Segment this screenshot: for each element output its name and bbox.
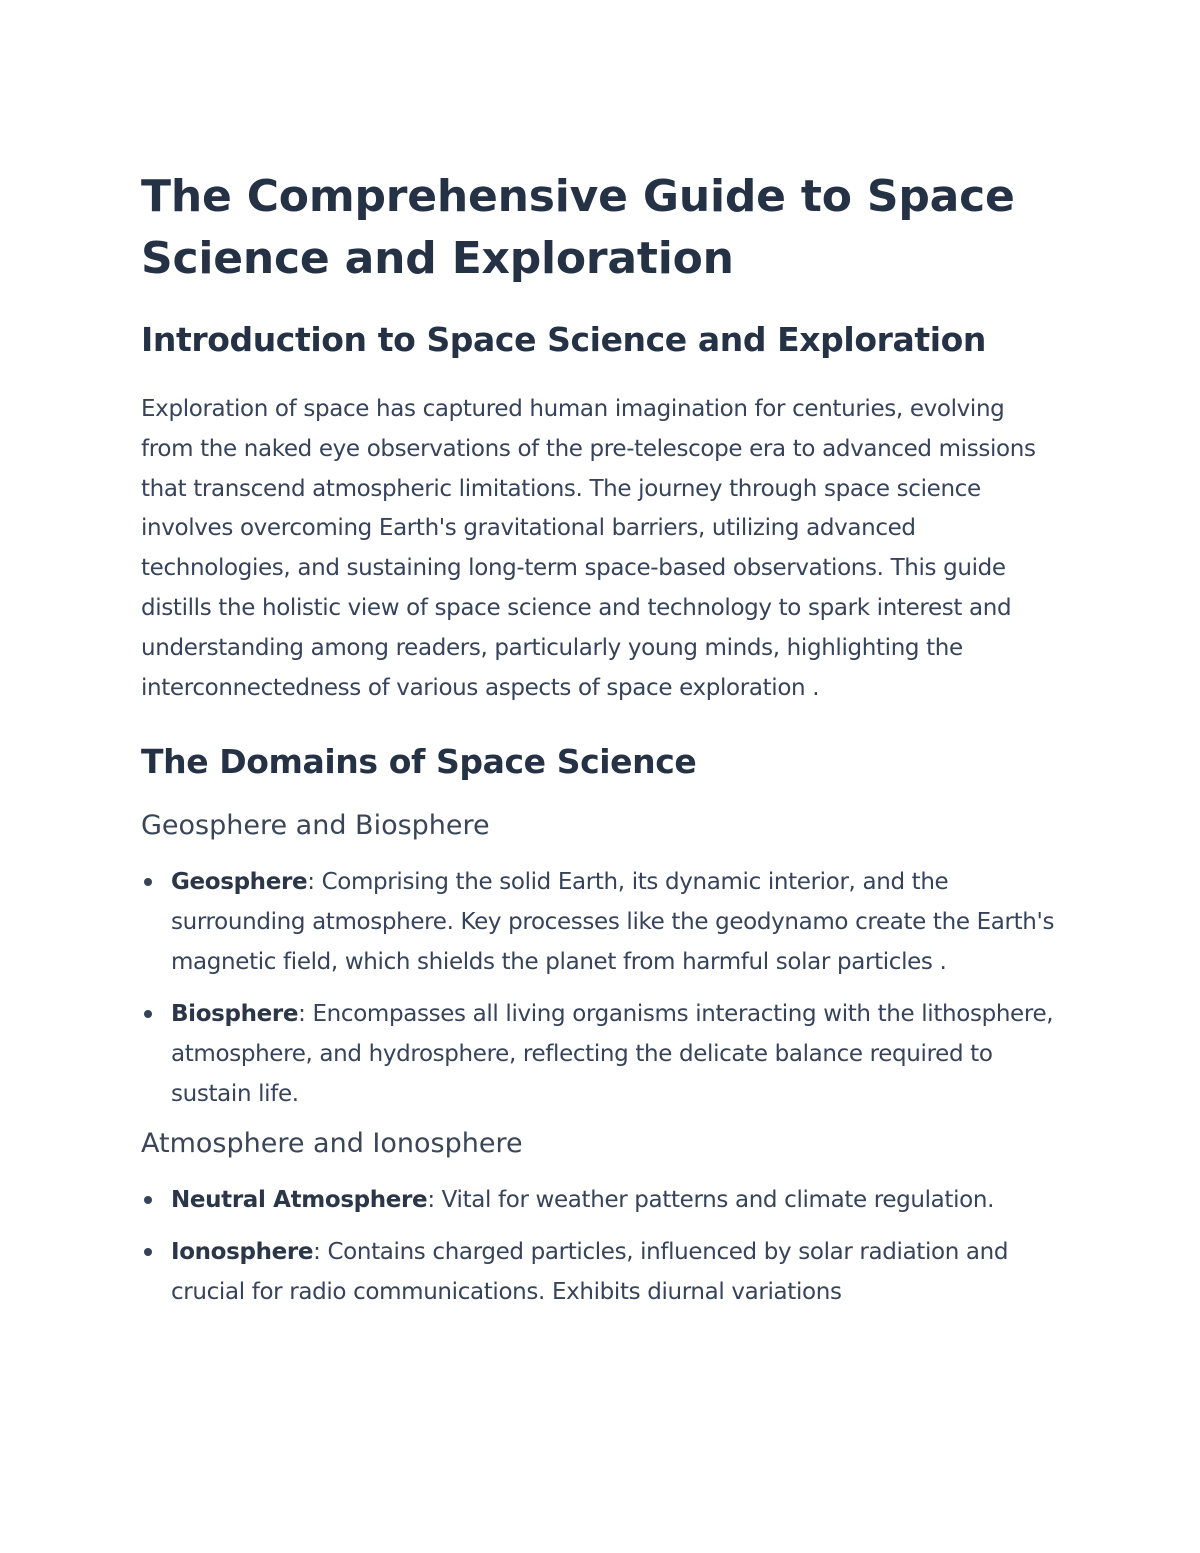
atmo-iono-heading: Atmosphere and Ionosphere (141, 1128, 523, 1160)
bullet-icon (144, 1010, 152, 1018)
document-page (141, 166, 1071, 1324)
bullet-icon (144, 878, 152, 886)
term-label: Ionosphere (171, 1239, 314, 1266)
term-label: Geosphere (171, 869, 308, 896)
domains-heading: The Domains of Space Science (141, 742, 697, 782)
geo-bio-list (141, 862, 1071, 1114)
term-label: Neutral Atmosphere (171, 1187, 428, 1214)
bullet-icon (144, 1196, 152, 1204)
list-item-biosphere (141, 994, 1071, 1114)
intro-paragraph: Exploration of space has captured human imagination for centuries, evolving from the naked eye observations of the pre-telescope era to advanced missions that transcend atmospheric limitations. The journey through space science involves overcoming Earth's gravitational barriers, utilizing advanced technologies, and sustaining long-term space-based observations. This guide distills the holistic view of space science and technology to spark interest and understanding among readers, particularly young minds, highlighting the interconnectedness of various aspects of space exploration . (141, 396, 1036, 701)
geo-bio-heading: Geosphere and Biosphere (141, 810, 490, 842)
intro-heading: Introduction to Space Science and Exploration (141, 320, 986, 359)
list-item-ionosphere (141, 1232, 1071, 1312)
atmo-iono-list (141, 1180, 1071, 1312)
term-description: : Encompasses all living organisms interacting with the lithosphere, atmosphere, and hydrosphere, reflecting the delicate balance required to sustain life. (171, 1001, 1054, 1108)
term-description: : Contains charged particles, influenced by solar radiation and crucial for radio communications. Exhibits diurnal variations (171, 1239, 1009, 1306)
term-description: : Comprising the solid Earth, its dynamic interior, and the surrounding atmosphere. Key processes like the geodynamo create the Earth's magnetic field, which shields the planet from harmful solar particles . (171, 869, 1055, 976)
list-item-neutral-atmosphere (141, 1180, 1071, 1220)
bullet-icon (144, 1248, 152, 1256)
document-title: The Comprehensive Guide to Space Science and Exploration (141, 171, 1015, 284)
list-item-geosphere (141, 862, 1071, 982)
term-description: : Vital for weather patterns and climate regulation. (427, 1187, 995, 1214)
term-label: Biosphere (171, 1001, 299, 1028)
